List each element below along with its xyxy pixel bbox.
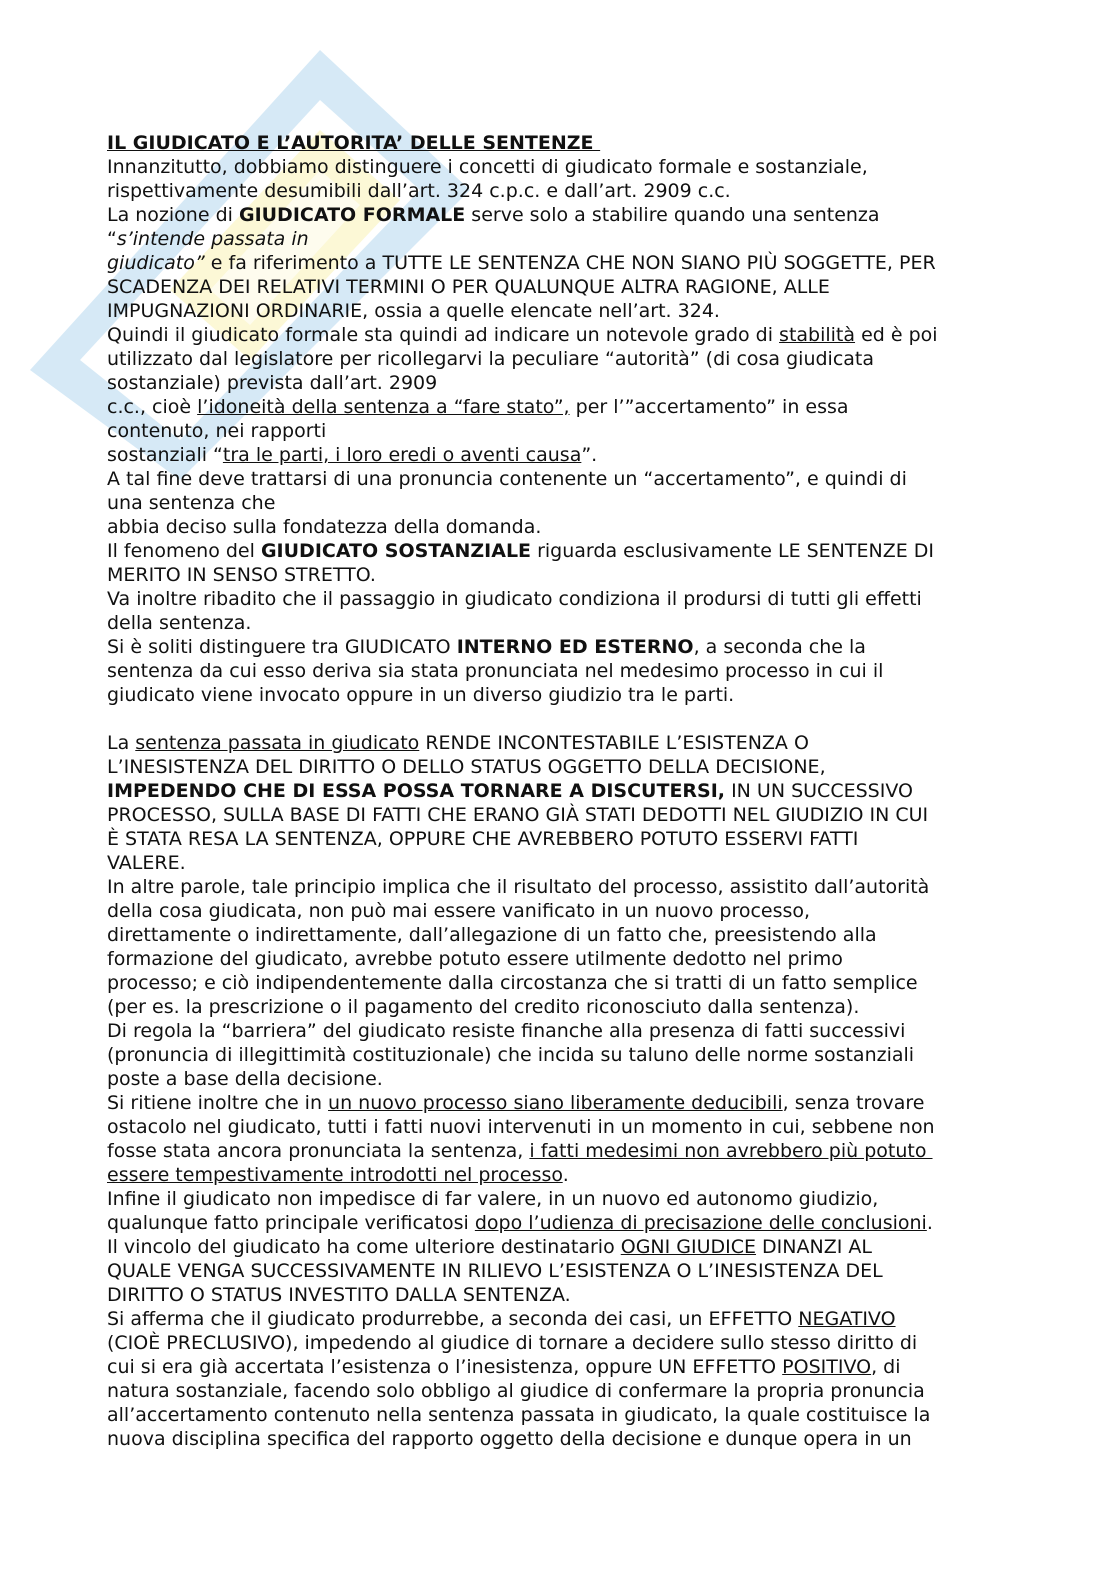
text-run: (pronuncia di illegittimità costituzionale) che incida su taluno delle norme sostanziali — [107, 1044, 915, 1066]
document-body — [107, 131, 938, 1451]
text-run: nuova disciplina specifica del rapporto oggetto della decisione e dunque opera in un — [107, 1428, 912, 1450]
text-run: ostacolo nel giudicato, tutti i fatti nuovi intervenuti in un momento in cui, sebbene non — [107, 1116, 935, 1138]
text-run: della sentenza. — [107, 612, 252, 634]
text-run: una sentenza che — [107, 492, 276, 514]
underlined-text: dopo l’udienza di precisazione delle conclusioni — [474, 1212, 927, 1234]
text-run: ”. — [581, 444, 598, 466]
text-line — [107, 227, 938, 251]
text-run: c.c., cioè — [107, 396, 198, 418]
text-run: L’INESISTENZA DEL DIRITTO O DELLO STATUS OGGETTO DELLA DECISIONE, — [107, 756, 826, 778]
text-run: qualunque fatto principale verificatosi — [107, 1212, 475, 1234]
text-line — [107, 851, 938, 875]
text-line — [107, 155, 938, 179]
text-run: direttamente o indirettamente, dall’allegazione di un fatto che, preesistendo alla — [107, 924, 877, 946]
text-run: per l’”accertamento” in essa — [569, 396, 849, 418]
text-run: MERITO IN SENSO STRETTO. — [107, 564, 376, 586]
text-run: SCADENZA DEI RELATIVI TERMINI O PER QUALUNQUE ALTRA RAGIONE, ALLE — [107, 276, 830, 298]
text-run: ed è poi — [855, 324, 938, 346]
text-run: Infine il giudicato non impedisce di far valere, in un nuovo ed autonomo giudizio, — [107, 1188, 879, 1210]
text-line — [107, 1211, 938, 1235]
text-run: abbia deciso sulla fondatezza della domanda. — [107, 516, 542, 538]
text-line — [107, 1283, 938, 1307]
text-run: fosse stata ancora pronunciata la sentenza, — [107, 1140, 530, 1162]
text-line — [107, 203, 938, 227]
text-run: RENDE INCONTESTABILE L’ESISTENZA O — [419, 732, 809, 754]
text-line — [107, 251, 938, 275]
text-line — [107, 1259, 938, 1283]
underlined-text: i fatti medesimi non avrebbero più potuto — [529, 1140, 933, 1162]
text-run: rispettivamente desumibili dall’art. 324 c.p.c. e dall’art. 2909 c.c. — [107, 180, 731, 202]
text-run: Il fenomeno del — [107, 540, 261, 562]
text-line — [107, 1235, 938, 1259]
text-run: , di — [871, 1356, 901, 1378]
underlined-text: POSITIVO — [782, 1356, 872, 1378]
text-run: “ — [107, 228, 117, 250]
text-run: sostanziali “ — [107, 444, 223, 466]
text-line — [107, 587, 938, 611]
text-line — [107, 635, 938, 659]
text-line — [107, 323, 938, 347]
text-run: A tal fine deve trattarsi di una pronuncia contenente un “accertamento”, e quindi di — [107, 468, 907, 490]
text-line — [107, 1019, 938, 1043]
text-run: cui si era già accertata l’esistenza o l’inesistenza, oppure UN EFFETTO — [107, 1356, 783, 1378]
text-line — [107, 731, 938, 755]
text-run: riguarda esclusivamente LE SENTENZE DI — [531, 540, 935, 562]
text-line — [107, 899, 938, 923]
text-line — [107, 539, 938, 563]
text-line — [107, 947, 938, 971]
text-line — [107, 419, 938, 443]
text-line — [107, 1307, 938, 1331]
italic-text: giudicato” — [107, 252, 205, 274]
text-run: Innanzitutto, dobbiamo distinguere i concetti di giudicato formale e sostanziale, — [107, 156, 868, 178]
text-run: contenuto, nei rapporti — [107, 420, 327, 442]
text-line — [107, 611, 938, 635]
text-run: (CIOÈ PRECLUSIVO), impedendo al giudice di tornare a decidere sullo stesso diritto di — [107, 1332, 918, 1354]
bold-text: GIUDICATO FORMALE — [238, 204, 466, 226]
text-run: . — [562, 1164, 569, 1186]
text-run: sostanziale) prevista dall’art. 2909 — [107, 372, 438, 394]
text-line — [107, 1139, 938, 1163]
text-run: È STATA RESA LA SENTENZA, OPPURE CHE AVREBBERO POTUTO ESSERVI FATTI — [107, 828, 859, 850]
text-line — [107, 1187, 938, 1211]
text-line — [107, 683, 938, 707]
text-run: Va inoltre ribadito che il passaggio in giudicato condiziona il prodursi di tutti gli effetti — [107, 588, 922, 610]
text-line — [107, 1091, 938, 1115]
text-run: La nozione di — [107, 204, 239, 226]
underlined-text: stabilità — [779, 324, 856, 346]
text-line — [107, 515, 938, 539]
text-line — [107, 371, 938, 395]
bold-text: INTERNO ED ESTERNO — [456, 636, 694, 658]
text-run: , senza trovare — [782, 1092, 925, 1114]
text-line — [107, 347, 938, 371]
underlined-text: NEGATIVO — [798, 1308, 896, 1330]
text-line — [107, 827, 938, 851]
text-line — [107, 1427, 938, 1451]
text-line — [107, 707, 938, 731]
text-line — [107, 1115, 938, 1139]
bold-text: IL GIUDICATO E L’AUTORITA’ DELLE SENTENZE — [107, 132, 601, 154]
text-run: poste a base della decisione. — [107, 1068, 383, 1090]
text-run: (per es. la prescrizione o il pagamento del credito riconosciuto dalla sentenza). — [107, 996, 860, 1018]
bold-text: IMPEDENDO CHE DI ESSA POSSA TORNARE A DISCUTERSI, — [107, 780, 726, 802]
text-run: della cosa giudicata, non può mai essere vanificato in un nuovo processo, — [107, 900, 811, 922]
text-run: Di regola la “barriera” del giudicato resiste finanche alla presenza di fatti successivi — [107, 1020, 906, 1042]
text-run: serve solo a stabilire quando una sentenza — [465, 204, 880, 226]
text-run — [107, 708, 113, 730]
text-run: In altre parole, tale principio implica che il risultato del processo, assistito dall’autorità — [107, 876, 930, 898]
text-run: Il vincolo del giudicato ha come ulteriore destinatario — [107, 1236, 621, 1258]
text-run: IMPUGNAZIONI ORDINARIE, ossia a quelle elencate nell’art. 324. — [107, 300, 720, 322]
text-line — [107, 1355, 938, 1379]
text-line — [107, 491, 938, 515]
text-line — [107, 803, 938, 827]
text-line — [107, 971, 938, 995]
text-run: sentenza da cui esso deriva sia stata pronunciata nel medesimo processo in cui il — [107, 660, 884, 682]
underlined-text: un nuovo processo siano liberamente deducibili — [328, 1092, 783, 1114]
text-line — [107, 1163, 938, 1187]
text-line — [107, 1067, 938, 1091]
underlined-text: sentenza passata in giudicato — [135, 732, 420, 754]
underlined-text: essere tempestivamente introdotti nel processo — [107, 1164, 563, 1186]
underlined-text: OGNI GIUDICE — [620, 1236, 757, 1258]
text-run: Quindi il giudicato formale sta quindi ad indicare un notevole grado di — [107, 324, 780, 346]
text-run: Si afferma che il giudicato produrrebbe, a seconda dei casi, un EFFETTO — [107, 1308, 799, 1330]
text-run: utilizzato dal legislatore per ricollegarvi la peculiare “autorità” (di cosa giudicata — [107, 348, 875, 370]
text-line — [107, 755, 938, 779]
text-line — [107, 1043, 938, 1067]
document-title — [107, 131, 938, 155]
text-line — [107, 995, 938, 1019]
text-run: e fa riferimento a TUTTE LE SENTENZA CHE NON SIANO PIÙ SOGGETTE, PER — [204, 252, 936, 274]
text-run: VALERE. — [107, 852, 186, 874]
text-run: . — [926, 1212, 933, 1234]
text-run: processo; e ciò indipendentemente dalla circostanza che si tratti di un fatto semplice — [107, 972, 918, 994]
italic-text: s’intende passata in — [116, 228, 309, 250]
text-run: natura sostanziale, facendo solo obbligo al giudice di confermare la propria pronuncia — [107, 1380, 925, 1402]
text-line — [107, 299, 938, 323]
text-line — [107, 467, 938, 491]
text-line — [107, 395, 938, 419]
text-run: PROCESSO, SULLA BASE DI FATTI CHE ERANO GIÀ STATI DEDOTTI NEL GIUDIZIO IN CUI — [107, 804, 929, 826]
text-line — [107, 659, 938, 683]
text-run: Si ritiene inoltre che in — [107, 1092, 329, 1114]
text-line — [107, 779, 938, 803]
text-line — [107, 923, 938, 947]
text-run: La — [107, 732, 136, 754]
bold-text: GIUDICATO SOSTANZIALE — [260, 540, 532, 562]
text-line — [107, 443, 938, 467]
text-run: DINANZI AL — [756, 1236, 872, 1258]
text-line — [107, 179, 938, 203]
text-run: QUALE VENGA SUCCESSIVAMENTE IN RILIEVO L’ESISTENZA O L’INESISTENZA DEL — [107, 1260, 883, 1282]
underlined-text: l’idoneità della sentenza a “fare stato”, — [197, 396, 570, 418]
text-line — [107, 1379, 938, 1403]
text-run: all’accertamento contenuto nella sentenza passata in giudicato, la quale costituisce la — [107, 1404, 931, 1426]
text-line — [107, 1331, 938, 1355]
text-run: Si è soliti distinguere tra GIUDICATO — [107, 636, 457, 658]
text-line — [107, 875, 938, 899]
text-run: formazione del giudicato, avrebbe potuto essere utilmente dedotto nel primo — [107, 948, 843, 970]
underlined-text: tra le parti, i loro eredi o aventi causa — [222, 444, 582, 466]
text-run: DIRITTO O STATUS INVESTITO DALLA SENTENZA. — [107, 1284, 571, 1306]
text-line — [107, 563, 938, 587]
text-line — [107, 1403, 938, 1427]
text-run: giudicato viene invocato oppure in un diverso giudizio tra le parti. — [107, 684, 735, 706]
text-run: IN UN SUCCESSIVO — [725, 780, 913, 802]
text-line — [107, 275, 938, 299]
text-run: , a seconda che la — [693, 636, 866, 658]
